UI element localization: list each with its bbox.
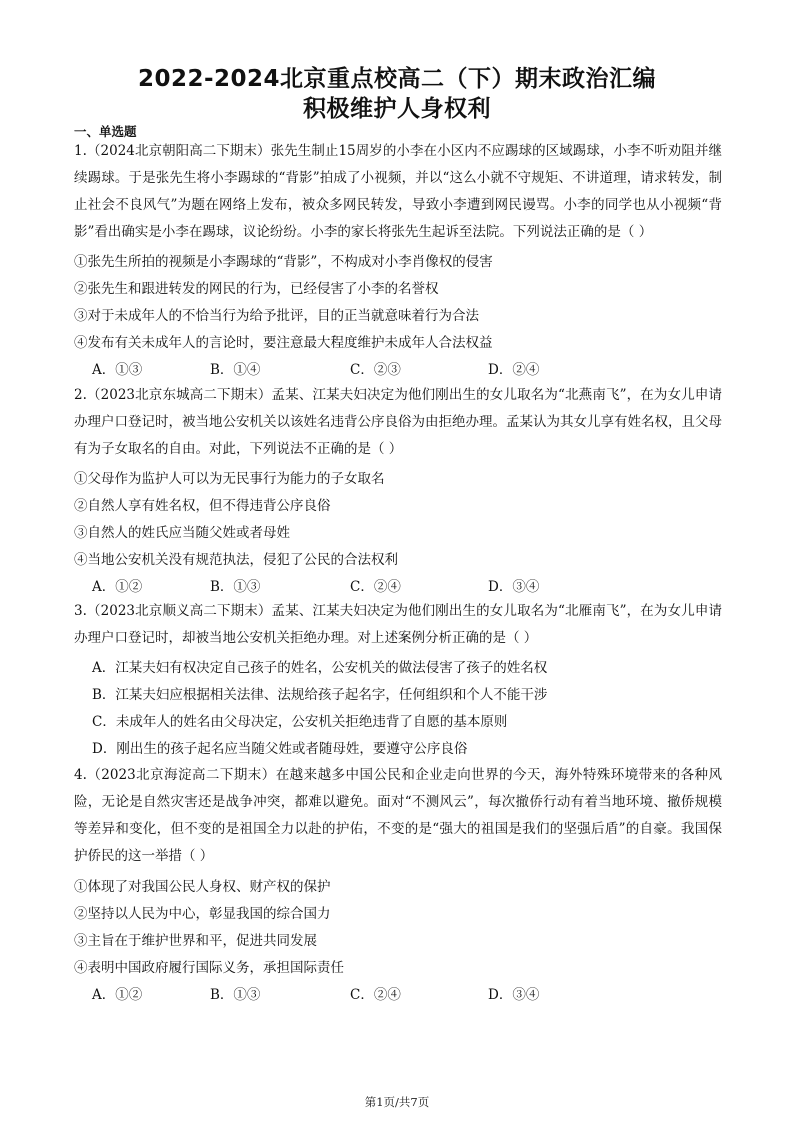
question-3-option-c: C．未成年人的姓名由父母决定，公安机关拒绝违背了自愿的基本原则 — [92, 714, 508, 730]
question-2-item: ①父母作为监护人可以为无民事行为能力的子女取名 — [74, 471, 385, 487]
document-title: 2022-2024北京重点校高二（下）期末政治汇编 — [137, 66, 657, 92]
question-3-option-a: A．江某夫妇有权决定自己孩子的姓名，公安机关的做法侵害了孩子的姓名权 — [92, 660, 548, 676]
question-1-option-a: A．①③ — [92, 362, 143, 378]
question-3-option-b: B．江某夫妇应根据相关法律、法规给孩子起名字，任何组织和个人不能干涉 — [92, 687, 548, 703]
question-3-option-d: D．刚出生的孩子起名应当随父姓或者随母姓，要遵守公序良俗 — [92, 741, 468, 757]
question-4-item: ②坚持以人民为中心，彰显我国的综合国力 — [74, 906, 331, 922]
question-2-option-b: B．①③ — [210, 579, 261, 595]
question-4-option-a: A．①② — [92, 987, 143, 1003]
question-1-option-c: C．②③ — [350, 362, 401, 378]
question-2-option-d: D．③④ — [488, 579, 540, 595]
section-heading: 一、单选题 — [74, 124, 137, 139]
question-4-item: ④表明中国政府履行国际义务，承担国际责任 — [74, 960, 344, 976]
question-1-option-d: D．②④ — [488, 362, 540, 378]
question-2-item: ③自然人的姓氏应当随父姓或者母姓 — [74, 525, 290, 541]
question-1-item: ①张先生所拍的视频是小李踢球的“背影”，不构成对小李肖像权的侵害 — [74, 254, 493, 270]
document-subtitle: 积极维护人身权利 — [303, 96, 491, 122]
question-4-item: ①体现了对我国公民人身权、财产权的保护 — [74, 879, 331, 895]
question-2-option-a: A．①② — [92, 579, 143, 595]
question-1-option-b: B．①④ — [210, 362, 261, 378]
question-2-item: ②自然人享有姓名权，但不得违背公序良俗 — [74, 498, 331, 514]
question-4-stem: 4.（2023北京海淀高二下期末）在越来越多中国公民和企业走向世界的今天，海外特殊环境带来的各种风险，无论是自然灾害还是战争冲突，都难以避免。面对“不测风云”，每次撤侨行动有着当地环境、撤侨规模等差异和变化，但不变的是祖国全力以赴的护佑，不变的是“强大的祖国是我们的坚强后盾”的自豪。我国保护侨民的这一举措（ ） — [74, 767, 722, 864]
question-4-option-b: B．①③ — [210, 987, 261, 1003]
question-1-item: ④发布有关未成年人的言论时，要注意最大程度维护未成年人合法权益 — [74, 335, 493, 351]
question-1-item: ③对于未成年人的不恰当行为给予批评，目的正当就意味着行为合法 — [74, 308, 479, 324]
question-2-stem: 2.（2023北京东城高二下期末）孟某、江某夫妇决定为他们刚出生的女儿取名为“北燕南飞”，在为女儿申请办理户口登记时，被当地公安机关以该姓名违背公序良俗为由拒绝办理。孟某认为其女儿享有姓名权，且父母有为子女取名的自由。对此，下列说法不正确的是（ ） — [74, 387, 722, 457]
question-3-stem: 3.（2023北京顺义高二下期末）孟某、江某夫妇决定为他们刚出生的女儿取名为“北雁南飞”，在为女儿申请办理户口登记时，却被当地公安机关拒绝办理。对上述案例分析正确的是（ ） — [74, 603, 722, 646]
question-2-item: ④当地公安机关没有规范执法，侵犯了公民的合法权利 — [74, 552, 398, 568]
question-1-stem: 1.（2024北京朝阳高二下期末）张先生制止15周岁的小李在小区内不应踢球的区域踢球，小李不听劝阻并继续踢球。于是张先生将小李踢球的“背影”拍成了小视频，并以“这么小就不守规矩、不讲道理，请求转发，制止社会不良风气”为题在网络上发布，被众多网民转发，导致小李遭到网民谩骂。小李的同学也从小视频“背影”看出确实是小李在踢球，议论纷纷。小李的家长将张先生起诉至法院。下列说法正确的是（ ） — [74, 143, 722, 240]
question-1-item: ②张先生和跟进转发的网民的行为，已经侵害了小李的名誉权 — [74, 281, 439, 297]
page-number-footer: 第1页/共7页 — [364, 1095, 430, 1109]
question-2-option-c: C．②④ — [350, 579, 401, 595]
question-4-option-d: D．③④ — [488, 987, 540, 1003]
question-4-item: ③主旨在于维护世界和平，促进共同发展 — [74, 933, 317, 949]
question-4-option-c: C．②④ — [350, 987, 401, 1003]
